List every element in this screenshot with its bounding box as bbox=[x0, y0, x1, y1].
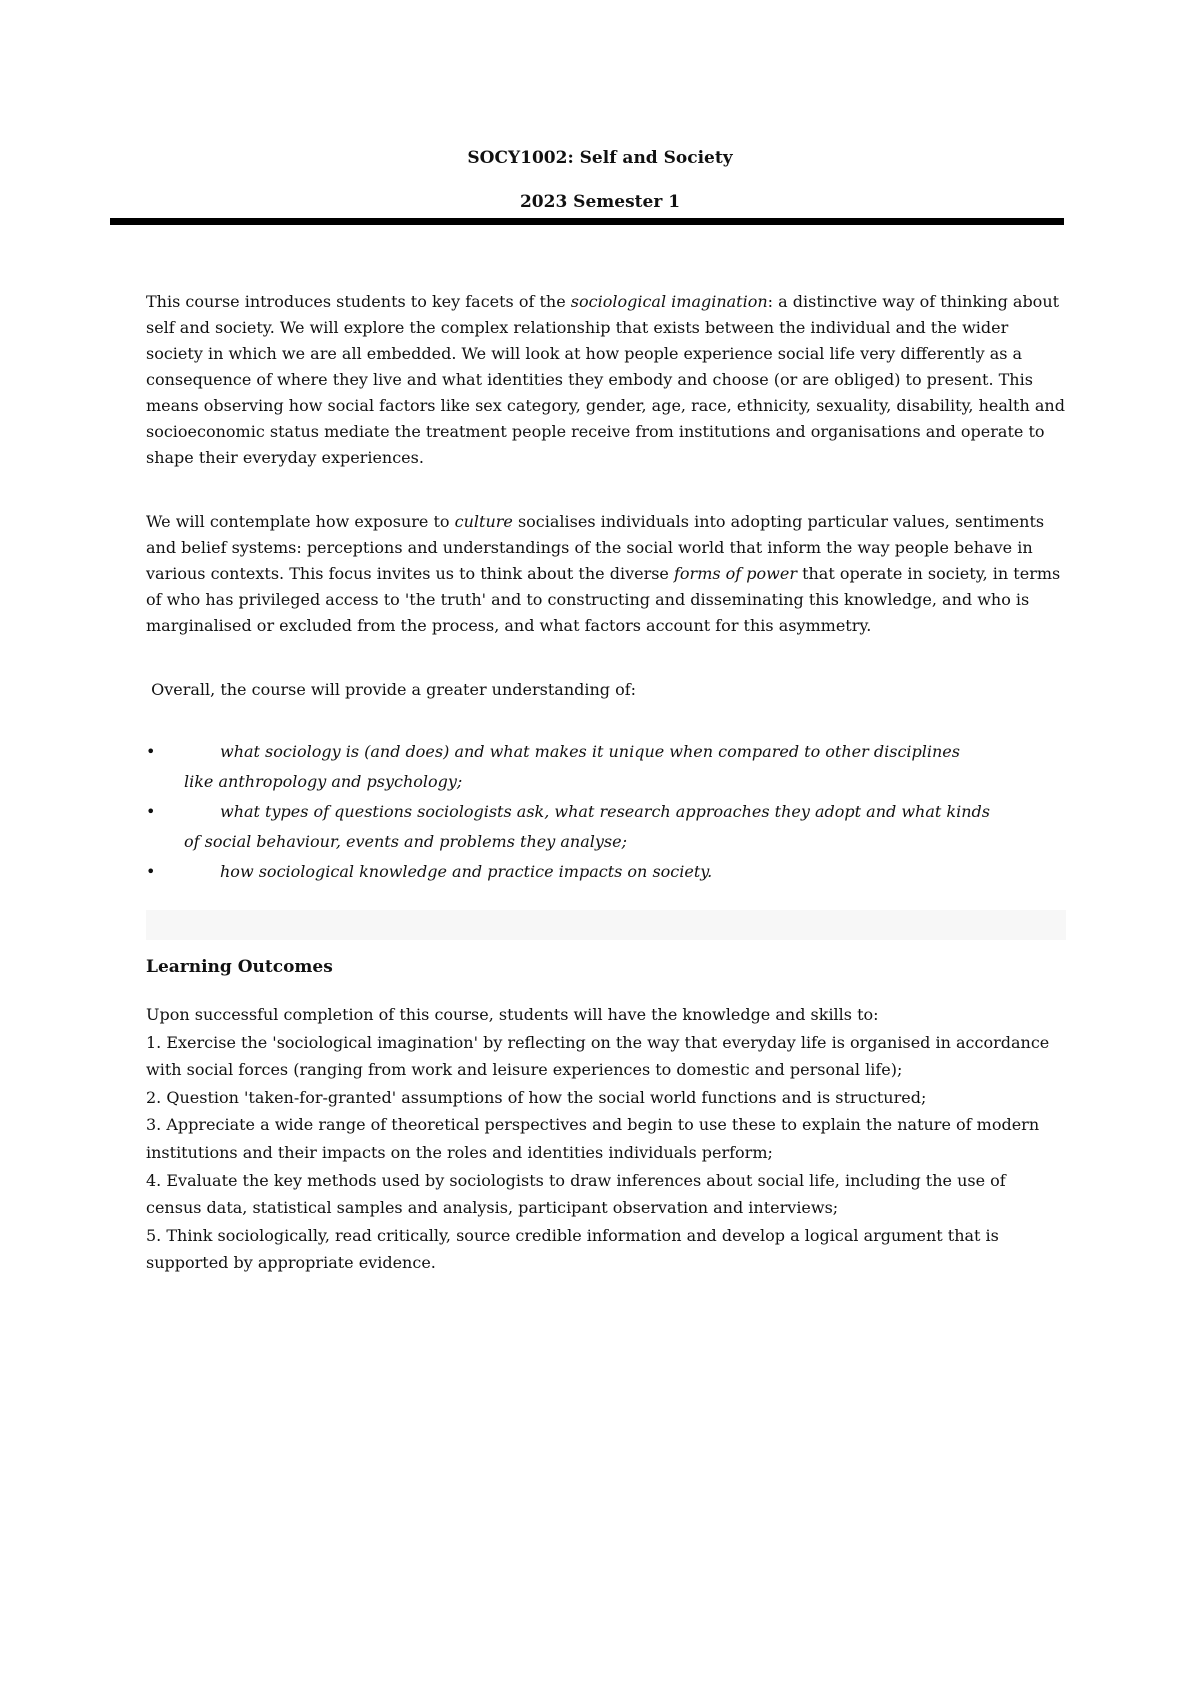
list-item bbox=[146, 797, 1066, 857]
list-item bbox=[146, 857, 1066, 887]
list-item-line-2: of social behaviour, events and problems they analyse; bbox=[184, 832, 627, 851]
list-item-line-2: like anthropology and psychology; bbox=[184, 772, 463, 791]
bullet-icon: • bbox=[146, 862, 156, 881]
intro-p2-italic-culture: culture bbox=[454, 512, 513, 531]
intro-paragraph-3 bbox=[146, 677, 1066, 703]
bullet-icon: • bbox=[146, 802, 156, 821]
learning-outcomes-intro: Upon successful completion of this course, students will have the knowledge and skills to: bbox=[146, 1005, 879, 1024]
outcome-item-4: 4. Evaluate the key methods used by sociologists to draw inferences about social life, including the use of census data, statistical samples and analysis, participant observation and interviews; bbox=[146, 1170, 1006, 1218]
outcome-item-1: 1. Exercise the 'sociological imagination' by reflecting on the way that everyday life is organised in accordance with social forces (ranging from work and leisure experiences to domestic and personal life); bbox=[146, 1032, 1050, 1080]
header-rule bbox=[110, 218, 1064, 225]
intro-p1-text-a: This course introduces students to key facets of the bbox=[146, 292, 571, 311]
shaded-spacer bbox=[146, 910, 1066, 940]
intro-p1-italic: sociological imagination bbox=[570, 292, 768, 311]
intro-paragraph-1 bbox=[146, 289, 1066, 471]
intro-paragraph-2 bbox=[146, 509, 1066, 639]
intro-p2-text-c: that operate in society, in terms of who has privileged access to 'the truth' and to constructing and disseminating this knowledge, and who is marginalised or excluded from the process, and what factors account for this asymmetry. bbox=[146, 564, 1061, 635]
list-item-line-1: how sociological knowledge and practice impacts on society. bbox=[220, 862, 713, 881]
outcome-item-2: 2. Question 'taken-for-granted' assumptions of how the social world functions and is structured; bbox=[146, 1087, 927, 1107]
learning-outcomes-heading: Learning Outcomes bbox=[146, 957, 333, 977]
intro-p2-italic-power: forms of power bbox=[673, 564, 797, 583]
intro-p2-text-a: We will contemplate how exposure to bbox=[146, 512, 455, 531]
intro-p1-text-b: : a distinctive way of thinking about self and society. We will explore the complex relationship that exists between the individual and the wider society in which we are all embedded. We will look at how people experience social life very differently as a consequence of where they live and what identities they embody and choose (or are obliged) to present. This means observing how social factors like sex category, gender, age, race, ethnicity, sexuality, disability, health and socioeconomic status mediate the treatment people receive from institutions and organisations and operate to shape their everyday experiences. bbox=[146, 292, 1065, 467]
list-item-line-1: what types of questions sociologists ask, what research approaches they adopt and what kinds bbox=[220, 802, 990, 821]
intro-p3-text: Overall, the course will provide a greater understanding of: bbox=[151, 680, 637, 699]
list-item-line-1: what sociology is (and does) and what makes it unique when compared to other disciplines bbox=[220, 742, 960, 761]
list-item bbox=[146, 737, 1066, 797]
bullet-icon: • bbox=[146, 742, 156, 761]
learning-outcomes-body bbox=[146, 1001, 1066, 1277]
course-title: SOCY1002: Self and Society bbox=[467, 148, 733, 168]
understanding-list bbox=[146, 737, 1066, 887]
outcome-item-3: 3. Appreciate a wide range of theoretical perspectives and begin to use these to explain the nature of modern institutions and their impacts on the roles and identities individuals perform; bbox=[146, 1115, 1040, 1162]
semester-title: 2023 Semester 1 bbox=[519, 192, 681, 212]
outcome-item-5: 5. Think sociologically, read critically, source credible information and develop a logical argument that is supported by appropriate evidence. bbox=[146, 1225, 999, 1273]
intro-p2-text-b: socialises individuals into adopting particular values, sentiments and belief systems: perceptions and understandings of the social world that inform the way people behave in various contexts. This focus invites us to think about the diverse bbox=[146, 512, 1045, 583]
